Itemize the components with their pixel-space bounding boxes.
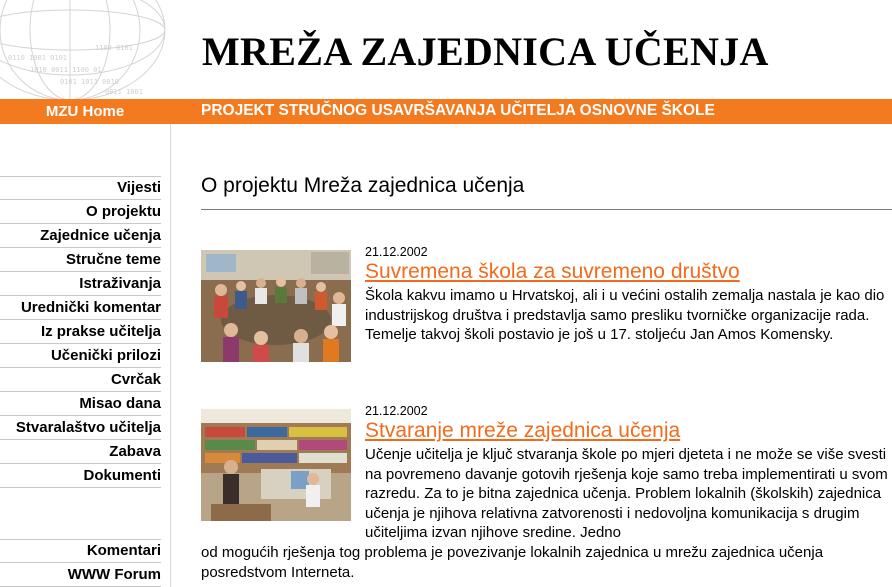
article-title-link[interactable]: Suvremena škola za suvremeno društvo — [365, 260, 740, 283]
article-date: 21.12.2002 — [365, 245, 428, 259]
sidebar-item-vijesti[interactable]: Vijesti — [0, 176, 161, 200]
sidebar-item-ucenicki-prilozi[interactable]: Učenički prilozi — [0, 344, 161, 368]
article-title-link[interactable]: Stvaranje mreže zajednica učenja — [365, 419, 681, 442]
svg-text:1100 0101: 1100 0101 — [95, 44, 133, 52]
article-photo-classroom-circle[interactable] — [201, 250, 351, 362]
sidebar-item-www-forum[interactable]: WWW Forum — [0, 563, 161, 587]
svg-text:0011 1001: 0011 1001 — [105, 88, 143, 96]
home-link[interactable]: MZU Home — [45, 103, 125, 120]
svg-text:0110 1001 0101: 0110 1001 0101 — [8, 54, 68, 62]
article-date: 21.12.2002 — [365, 404, 428, 418]
sidebar-item-strucne-teme[interactable]: Stručne teme — [0, 248, 161, 272]
sidebar-item-istrazivanja[interactable]: Istraživanja — [0, 272, 161, 296]
sidebar-item-o-projektu[interactable]: O projektu — [0, 200, 161, 224]
article-summary: Škola kakvu imamo u Hrvatskoj, ali i u većini ostalih zemalja nastala je kao dio industrijskog društva i predstavlja samo presliku tvorničke organizacije rada. Temelje takvoj školi postavio je još u 17. stoljeću Jan Amos Komensky. — [365, 287, 885, 343]
left-sidebar — [0, 124, 171, 587]
sidebar-item-misao-dana[interactable]: Misao dana — [0, 392, 161, 416]
sidebar-item-zajednice-ucenja[interactable]: Zajednice učenja — [0, 224, 161, 248]
article-photo-library[interactable] — [201, 409, 351, 521]
article-summary-continued: od mogućih rješenja tog problema je povezivanje lokalnih zajednica u mrežu zajednica učenja posredstvom Interneta. — [201, 544, 824, 581]
heading-divider — [201, 209, 892, 210]
top-orange-bar — [0, 99, 892, 124]
article-item — [201, 404, 892, 587]
sidebar-item-dokumenti[interactable]: Dokumenti — [0, 464, 161, 488]
svg-text:1010 0011 1100 01: 1010 0011 1100 01 — [30, 66, 102, 74]
sidebar-item-cvrcak[interactable]: Cvrčak — [0, 368, 161, 392]
sidebar-nav-secondary — [0, 539, 161, 587]
sidebar-item-zabava[interactable]: Zabava — [0, 440, 161, 464]
sidebar-item-urednicki-komentar[interactable]: Urednički komentar — [0, 296, 161, 320]
svg-text:0101 1011 0010: 0101 1011 0010 — [60, 78, 120, 86]
article-item — [201, 245, 892, 370]
globe-logo-graphic — [0, 0, 170, 99]
sidebar-item-komentari[interactable]: Komentari — [0, 539, 161, 563]
sidebar-item-iz-prakse-ucitelja[interactable]: Iz prakse učitelja — [0, 320, 161, 344]
site-title: MREŽA ZAJEDNICA UČENJA — [202, 29, 769, 74]
sidebar-item-stvaralastvo-ucitelja[interactable]: Stvaralaštvo učitelja — [0, 416, 161, 440]
tagline: PROJEKT STRUČNOG USAVRŠAVANJA UČITELJA OSNOVNE ŠKOLE — [201, 102, 715, 119]
article-summary: Učenje učitelja je ključ stvaranja škole po mjeri djeteta i ne može se više svesti na povremeno davanje gotovih rješenja koje samo treba implementirati u svom razredu. Za to je bitna zajednica učenja. Problem lokalnih (školskih) zajednica učenja je njihova relativna zatvorenosti i nedovoljna komunikacija s drugim učiteljima izvan njihove sredine. Jedno — [365, 446, 888, 541]
header — [0, 0, 892, 99]
sidebar-nav — [0, 176, 161, 488]
page-heading: O projektu Mreža zajednica učenja — [201, 174, 525, 197]
